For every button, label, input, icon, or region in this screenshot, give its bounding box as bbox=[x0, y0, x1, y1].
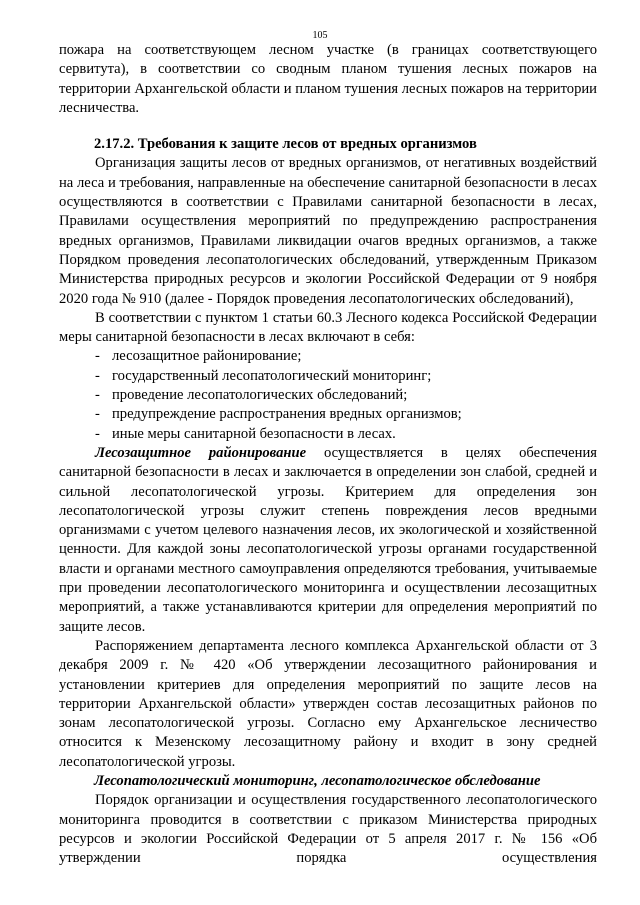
zoning-term: Лесозащитное районирование bbox=[95, 444, 307, 461]
paragraph-monitoring: Порядок организации и осуществления государственного лесопатологического мониторинга проводится в соответствии с приказом Министерства природных ресурсов и экологии Российской Федерации от 5 апреля 2017 г. № 156 «Об утверждении порядка осуществления bbox=[59, 792, 597, 867]
paragraph-zoning bbox=[59, 444, 597, 637]
paragraph-sanitary-measures-intro: В соответствии с пунктом 1 статьи 60.3 Лесного кодекса Российской Федерации меры санитарной безопасности в лесах включают в себя: bbox=[59, 309, 597, 346]
paragraph-protection-organization: Организация защиты лесов от вредных организмов, от негативных воздействий на леса и требования, направленные на обеспечение санитарной безопасности в лесах осуществляются в соответствии с Правилами санитарной безопасности в лесах, Правилами осуществления мероприятий по предупреждению распространения вредных организмов, Правилами ликвидации очагов вредных организмов, а также Порядком проведения лесопатологических обследований, утвержденным Приказом Министерства природных ресурсов и экологии Российской Федерации от 9 ноября 2020 года № 910 (далее - Порядок проведения лесопатологических обследований), bbox=[59, 155, 597, 307]
list-item: - проведение лесопатологических обследований; bbox=[59, 386, 597, 405]
list-item: - иные меры санитарной безопасности в лесах. bbox=[59, 425, 597, 444]
paragraph-order-420: Распоряжением департамента лесного комплекса Архангельской области от 3 декабря 2009 г. № 420 «Об утверждении лесозащитного районирования и установлении критериев для определения мероприятий по защите лесов на территории Архангельской области» утвержден состав лесозащитных районов по зонам лесопатологической угрозы. Согласно ему Архангельское лесничество относится к Мезенскому лесозащитному району и входит в зону средней лесопатологической угрозы. bbox=[59, 637, 597, 770]
monitoring-subheading: Лесопатологический мониторинг, лесопатологическое обследование bbox=[94, 772, 541, 789]
list-item: - государственный лесопатологический мониторинг; bbox=[59, 367, 597, 386]
section-heading: 2.17.2. Требования к защите лесов от вредных организмов bbox=[94, 136, 477, 153]
list-item: - предупреждение распространения вредных организмов; bbox=[59, 405, 597, 424]
page-number: 105 bbox=[312, 30, 328, 41]
list-item: - лесозащитное районирование; bbox=[59, 347, 597, 366]
paragraph-fire-plan: пожара на соответствующем лесном участке (в границах соответствующего сервитута), в соответствии со сводным планом тушения лесных пожаров на территории Архангельской области и планом тушения лесных пожаров на территории лесничества. bbox=[59, 42, 597, 116]
sanitary-measures-list bbox=[59, 347, 597, 443]
page-content bbox=[59, 41, 597, 868]
zoning-text: осуществляется в целях обеспечения санитарной безопасности в лесах и заключается в определении зон слабой, средней и сильной лесопатологической угрозы. Критерием для определения зон лесопатологической угрозы служит степень повреждения лесов вредными организмами с учетом целевого назначения лесов, их экологической и хозяйственной ценности. Для каждой зоны лесопатологической угрозы органами государственной власти и органами местного самоуправления определяются требования, учитываемые при проведении лесопатологического мониторинга и осуществлении лесозащитных мероприятий, а также устанавливаются критерии для определения мероприятий по защите лесов. bbox=[59, 444, 597, 635]
